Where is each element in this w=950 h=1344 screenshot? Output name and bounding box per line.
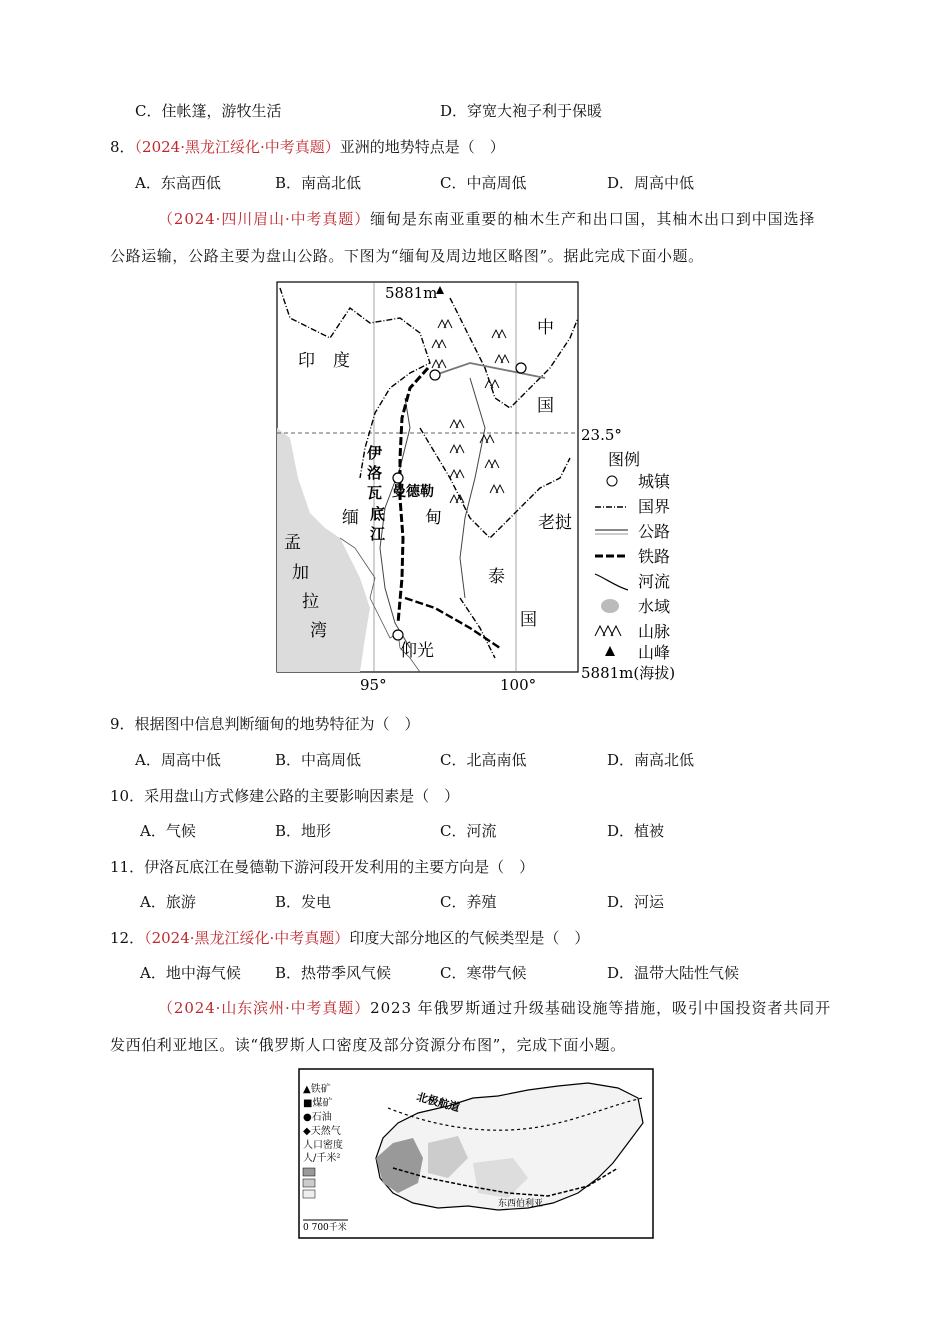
svg-text:国界: 国界 [638, 497, 671, 516]
svg-text:河流: 河流 [638, 572, 671, 591]
label-laos: 老挝 [538, 513, 572, 533]
question-8 [110, 136, 505, 157]
svg-text:公路: 公路 [638, 522, 671, 541]
q10-option-a: A．气候 [140, 822, 196, 840]
svg-text:■煤矿: ■煤矿 [303, 1098, 333, 1109]
label-china: 中 [537, 318, 554, 338]
label-river: 江 [370, 525, 386, 543]
region-label: 东西伯利亚 [498, 1199, 544, 1209]
label-river: 洛 [367, 464, 383, 482]
question-10: 10．采用盘山方式修建公路的主要影响因素是（ ） [110, 787, 460, 805]
question-source: （2024·黑龙江绥化·中考真题） [134, 138, 340, 156]
svg-text:山峰: 山峰 [638, 643, 671, 662]
q12-option-b: B．热带季风气候 [275, 964, 392, 982]
svg-text:▲铁矿: ▲铁矿 [303, 1084, 331, 1095]
latitude-label: 23.5° [581, 426, 622, 444]
q9-option-a: A．周高中低 [135, 751, 221, 769]
question-stem: 亚洲的地势特点是（ ） [339, 138, 505, 156]
longitude-label: 95° [360, 676, 387, 694]
label-yangon: 仰光 [400, 641, 434, 661]
q12-option-c: C．寒带气候 [440, 964, 527, 982]
russia-map [298, 1068, 655, 1240]
label-bay: 孟 [284, 533, 301, 553]
q10-option-b: B．地形 [275, 822, 332, 840]
q8-option-a: A．东高西低 [135, 174, 221, 192]
q10-option-d: D．植被 [607, 822, 665, 840]
svg-text:水域: 水域 [638, 597, 671, 616]
svg-text:◆天然气: ◆天然气 [303, 1126, 341, 1137]
q10-option-c: C．河流 [440, 822, 497, 840]
label-china: 国 [537, 396, 554, 416]
label-india: 度 [333, 351, 350, 371]
label-myanmar: 甸 [425, 508, 442, 528]
q8-option-d: D．周高中低 [607, 174, 695, 192]
q7-option-c: C．住帐篷，游牧生活 [135, 102, 282, 120]
myanmar-intro-line1: （2024·四川眉山·中考真题）缅甸是东南亚重要的柚木生产和出口国，其柚木出口到中国选择 [158, 210, 816, 228]
question-number: 8． [110, 138, 135, 156]
svg-text:人口密度: 人口密度 [303, 1140, 343, 1151]
svg-text:山脉: 山脉 [638, 622, 671, 641]
label-river: 底 [370, 505, 386, 523]
label-mandalay: 曼德勒 [392, 484, 434, 500]
svg-text:0 700千米: 0 700千米 [303, 1223, 347, 1233]
label-thailand: 国 [520, 610, 537, 630]
q11-option-b: B．发电 [275, 893, 332, 911]
svg-text:5881m(海拔): 5881m(海拔) [581, 664, 676, 682]
longitude-label: 100° [500, 676, 537, 694]
question-11: 11．伊洛瓦底江在曼德勒下游河段开发利用的主要方向是（ ） [110, 858, 535, 876]
label-river: 瓦 [367, 484, 383, 502]
svg-text:●石油: ●石油 [303, 1112, 332, 1123]
question-9: 9．根据图中信息判断缅甸的地势特征为（ ） [110, 715, 420, 733]
map-legend [581, 450, 675, 682]
question-12: 12．（2024·黑龙江绥化·中考真题）印度大部分地区的气候类型是（ ） [110, 929, 590, 947]
myanmar-map [270, 278, 690, 696]
q9-option-d: D．南高北低 [607, 751, 695, 769]
q7-option-d: D．穿宽大袍子利于保暖 [440, 102, 603, 120]
q11-option-c: C．养殖 [440, 893, 497, 911]
svg-text:人/千米²: 人/千米² [303, 1153, 341, 1164]
arctic-route-label: 北极航道 [415, 1090, 462, 1115]
svg-text:铁路: 铁路 [638, 547, 671, 566]
q12-option-a: A．地中海气候 [140, 964, 241, 982]
q11-option-d: D．河运 [607, 893, 665, 911]
q11-option-a: A．旅游 [140, 893, 196, 911]
q9-option-b: B．中高周低 [275, 751, 362, 769]
label-india: 印 [298, 351, 315, 371]
peak-label: 5881m [385, 284, 438, 302]
label-myanmar: 缅 [342, 508, 359, 528]
q12-option-d: D．温带大陆性气候 [607, 964, 740, 982]
q9-option-c: C．北高南低 [440, 751, 527, 769]
label-river: 伊 [367, 444, 383, 462]
russia-intro-line1: （2024·山东滨州·中考真题）2023 年俄罗斯通过升级基础设施等措施，吸引中国投资者共同开 [158, 999, 831, 1017]
svg-text:城镇: 城镇 [638, 472, 671, 491]
label-bay: 拉 [302, 592, 319, 612]
russia-intro-line2: 发西伯利亚地区。读“俄罗斯人口密度及部分资源分布图”，完成下面小题。 [110, 1036, 626, 1054]
label-bay: 加 [292, 563, 309, 583]
myanmar-intro-line2: 公路运输，公路主要为盘山公路。下图为“缅甸及周边地区略图”。据此完成下面小题。 [110, 247, 704, 265]
label-thailand: 泰 [488, 567, 505, 587]
label-bay: 湾 [310, 621, 327, 641]
q8-option-b: B．南高北低 [275, 174, 362, 192]
q8-option-c: C．中高周低 [440, 174, 527, 192]
svg-text:图例: 图例 [608, 450, 641, 469]
